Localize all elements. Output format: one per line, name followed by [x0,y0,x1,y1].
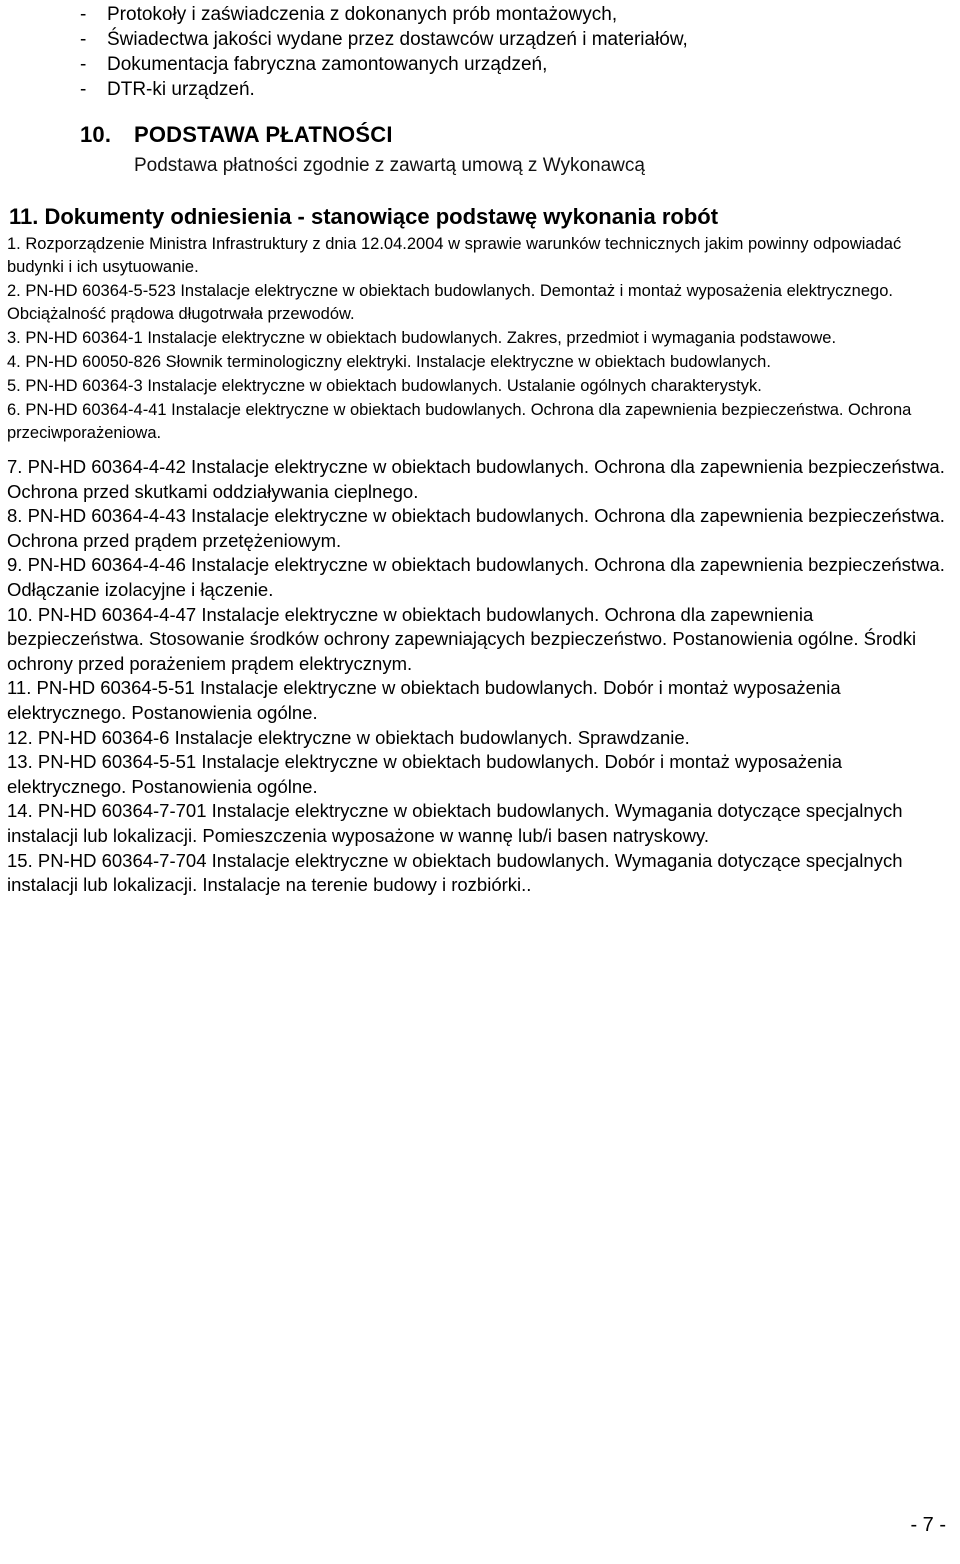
list-item: 3. PN-HD 60364-1 Instalacje elektryczne w obiektach budowlanych. Zakres, przedmiot i wymagania podstawowe. [7,329,837,347]
list-item: 10. PN-HD 60364-4-47 Instalacje elektryczne w obiektach budowlanych. Ochrona dla zapewnienia bezpieczeństwa. Stosowanie środków ochrony zapewniających bezpieczeństwo. Postanowienia ogólne. Środki ochrony przed porażeniem prądem elektrycznym. [7,603,917,674]
list-item: 15. PN-HD 60364-7-704 Instalacje elektryczne w obiektach budowlanych. Wymagania dotyczące specjalnych instalacji lub lokalizacji. Instalacje na terenie budowy i rozbiórki.. [7,849,903,896]
list-item: - Dokumentacja fabryczna zamontowanych urządzeń, [80,54,548,75]
reference-list-large [7,455,952,898]
list-item: - DTR-ki urządzeń. [80,79,255,100]
list-item: 5. PN-HD 60364-3 Instalacje elektryczne w obiektach budowlanych. Ustalanie ogólnych charakterystyk. [7,377,762,395]
section-10-text: Podstawa płatności zgodnie z zawartą umową z Wykonawcą [134,155,645,176]
section-10-heading [80,122,393,148]
reference-list-small [7,233,952,446]
list-item: - Świadectwa jakości wydane przez dostawców urządzeń i materiałów, [80,29,688,50]
list-item: 1. Rozporządzenie Ministra Infrastruktury z dnia 12.04.2004 w sprawie warunków technicznych jakim powinny odpowiadać budynki i ich usytuowanie. [7,235,902,276]
list-item: 13. PN-HD 60364-5-51 Instalacje elektryczne w obiektach budowlanych. Dobór i montaż wyposażenia elektrycznego. Postanowienia ogólne. [7,751,842,797]
list-item: 6. PN-HD 60364-4-41 Instalacje elektryczne w obiektach budowlanych. Ochrona dla zapewnienia bezpieczeństwa. Ochrona przeciwporażeniowa. [7,401,912,442]
list-item: - Protokoły i zaświadczenia z dokonanych prób montażowych, [80,4,618,25]
section-number: 10. [80,122,112,147]
bullet-dash: - [80,54,87,75]
bullet-dash: - [80,29,87,50]
list-item: 4. PN-HD 60050-826 Słownik terminologiczny elektryki. Instalacje elektryczne w obiektach budowlanych. [7,353,771,371]
list-item: 7. PN-HD 60364-4-42 Instalacje elektryczne w obiektach budowlanych. Ochrona dla zapewnienia bezpieczeństwa. Ochrona przed skutkami oddziaływania cieplnego. [7,456,945,502]
bullet-dash: - [80,4,87,25]
list-item: 9. PN-HD 60364-4-46 Instalacje elektryczne w obiektach budowlanych. Ochrona dla zapewnienia bezpieczeństwa. Odłączanie izolacyjne i łączenie. [7,554,945,600]
documents-bullet-list [80,2,688,102]
list-item: 14. PN-HD 60364-7-701 Instalacje elektryczne w obiektach budowlanych. Wymagania dotyczące specjalnych instalacji lub lokalizacji. Pomieszczenia wyposażone w wannę lub/i basen natryskowy. [7,800,903,846]
list-item: 12. PN-HD 60364-6 Instalacje elektryczne w obiektach budowlanych. Sprawdzanie. [7,726,690,748]
list-item: 11. PN-HD 60364-5-51 Instalacje elektryczne w obiektach budowlanych. Dobór i montaż wyposażenia elektrycznego. Postanowienia ogólne. [7,677,841,723]
bullet-dash: - [80,79,87,100]
section-11-heading: 11. Dokumenty odniesienia - stanowiące podstawę wykonania robót [9,204,719,229]
list-item: 2. PN-HD 60364-5-523 Instalacje elektryczne w obiektach budowlanych. Demontaż i montaż wyposażenia elektrycznego. Obciążalność prądowa długotrwała przewodów. [7,282,893,323]
section-title: PODSTAWA PŁATNOŚCI [134,122,393,147]
list-item: 8. PN-HD 60364-4-43 Instalacje elektryczne w obiektach budowlanych. Ochrona dla zapewnienia bezpieczeństwa. Ochrona przed prądem przetężeniowym. [7,505,945,551]
page-number: - 7 - [910,1514,946,1536]
